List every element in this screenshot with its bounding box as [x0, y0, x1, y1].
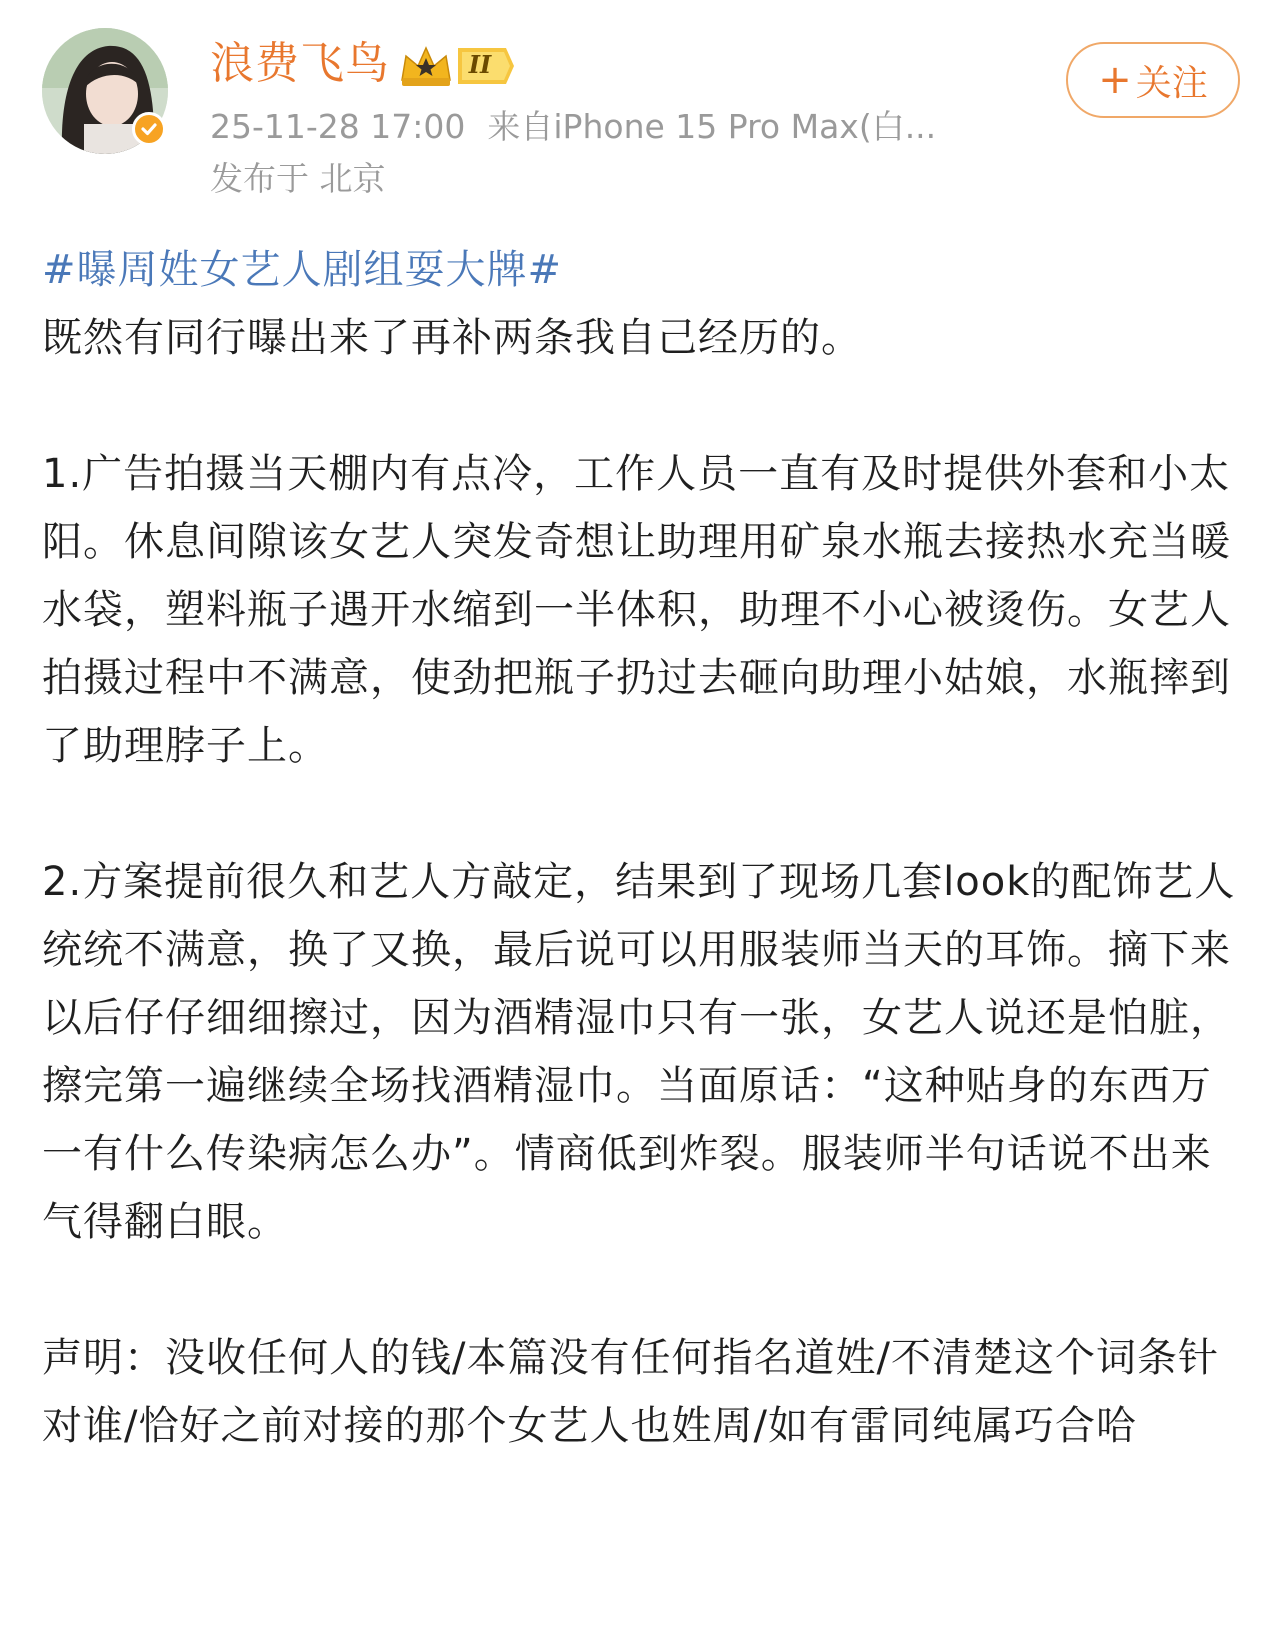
post-item-2: 2.方案提前很久和艺人方敲定，结果到了现场几套look的配饰艺人统统不满意，换了又换，最后说可以用服装师当天的耳饰。摘下来以后仔仔细细擦过，因为酒精湿巾只有一张，女艺人说还是怕脏，擦完第一遍继续全场找酒精湿巾。当面原话：“这种贴身的东西万一有什么传染病怎么办”。情商低到炸裂。服装师半句话说不出来气得翻白眼。: [42, 859, 1236, 1245]
post-source[interactable]: 来自iPhone 15 Pro Max(白...: [487, 107, 937, 146]
post-timestamp: 25-11-28 17:00: [210, 107, 466, 146]
user-name[interactable]: 浪费飞鸟: [210, 38, 390, 89]
post-content: [42, 236, 1242, 1460]
avatar[interactable]: [42, 28, 168, 154]
verified-check-icon: [132, 112, 166, 146]
follow-button[interactable]: [1066, 42, 1240, 118]
post-meta: [210, 104, 936, 150]
post-intro: 既然有同行曝出来了再补两条我自己经历的。: [42, 315, 862, 361]
post-item-1: 1.广告拍摄当天棚内有点冷，工作人员一直有及时提供外套和小太阳。休息间隙该女艺人突发奇想让助理用矿泉水瓶去接热水充当暖水袋，塑料瓶子遇开水缩到一半体积，助理不小心被烫伤。女艺人拍摄过程中不满意，使劲把瓶子扔过去砸向助理小姑娘，水瓶摔到了助理脖子上。: [42, 451, 1231, 769]
paragraph-gap: [42, 1256, 1242, 1324]
post-statement: 声明：没收任何人的钱/本篇没有任何指名道姓/不清楚这个词条针对谁/恰好之前对接的那个女艺人也姓周/如有雷同纯属巧合哈: [42, 1335, 1219, 1449]
plus-icon: +: [1098, 57, 1132, 103]
level-label: II: [468, 50, 492, 79]
paragraph-gap: [42, 780, 1242, 848]
paragraph-gap: [42, 372, 1242, 440]
post-location: 发布于 北京: [210, 159, 386, 198]
hashtag-link[interactable]: #曝周姓女艺人剧组耍大牌#: [42, 247, 563, 293]
crown-level-icon[interactable]: [398, 42, 516, 90]
follow-label: 关注: [1135, 62, 1208, 104]
